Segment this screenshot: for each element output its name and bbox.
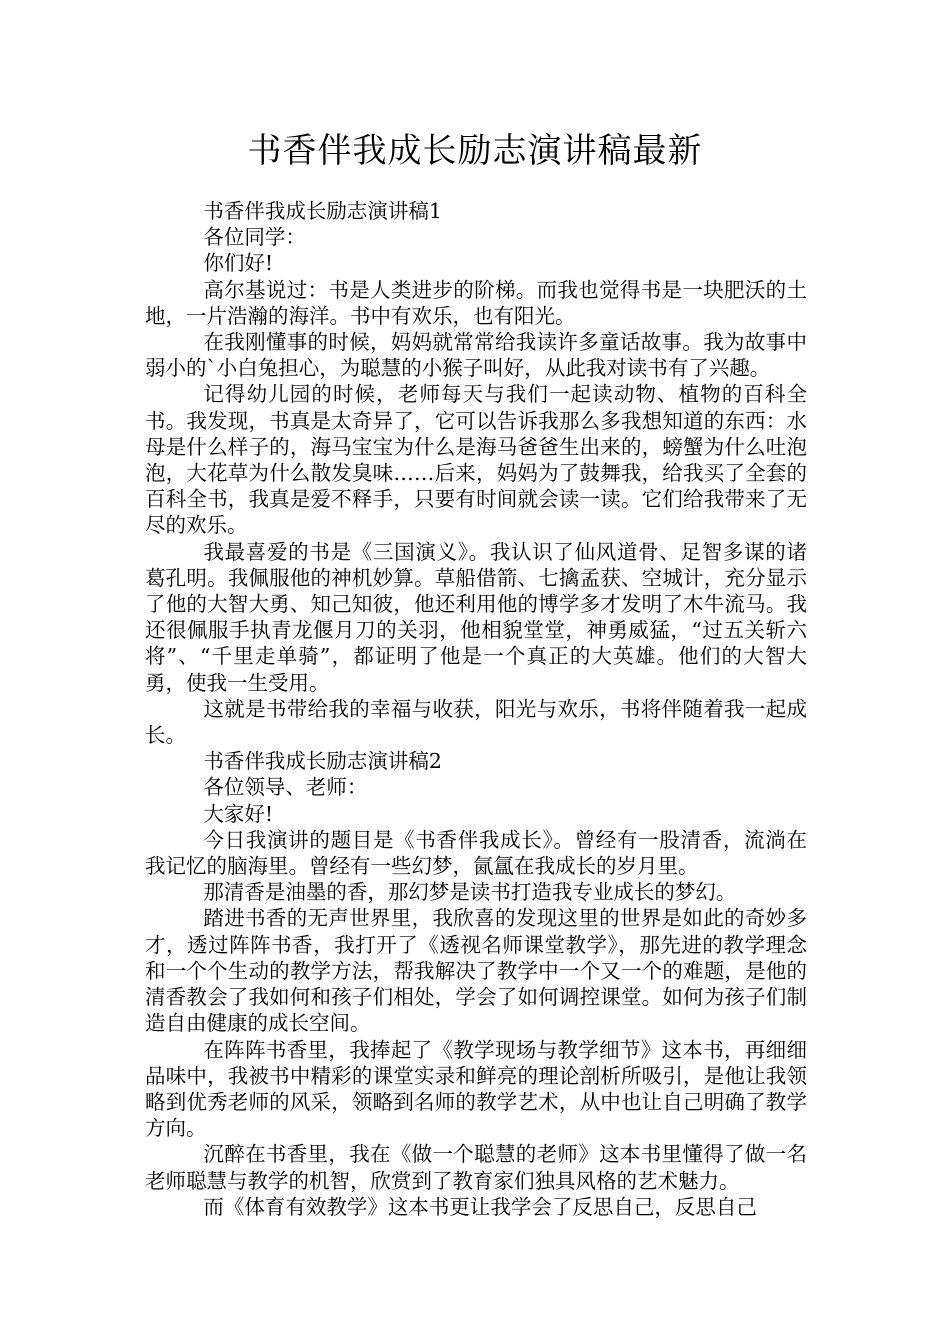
paragraph: 那清香是油墨的香，那幻梦是读书打造我专业成长的梦幻。 <box>203 880 737 905</box>
salutation: 各位领导、老师： <box>203 775 368 800</box>
paragraph: 而《体育有效教学》这本书更让我学会了反思自己，反思自己 <box>203 1194 757 1219</box>
paragraph: 记得幼儿园的时候，老师每天与我们一起读动物、植物的百科全书。我发现，书真是太奇异了，它可以告诉我那么多我想知道的东西：水母是什么样子的，海马宝宝为什么是海马爸爸生出来的，螃蟹为什么吐泡泡，大花草为什么散发臭味……后来，妈妈为了鼓舞我，给我买了全套的百科全书，我真是爱不释手，只要有时间就会读一读。它们给我带来了无尽的欢乐。 <box>145 382 807 538</box>
document-title: 书香伴我成长励志演讲稿最新 <box>247 131 703 171</box>
paragraph: 在我刚懂事的时候，妈妈就常常给我读许多童话故事。我为故事中弱小的`小白兔担心，为聪慧的小猴子叫好，从此我对读书有了兴趣。 <box>145 330 807 381</box>
paragraph: 沉醉在书香里，我在《做一个聪慧的老师》这本书里懂得了做一名老师聪慧与教学的机智，欣赏到了教育家们独具风格的艺术魅力。 <box>145 1142 807 1193</box>
salutation: 各位同学： <box>203 225 306 250</box>
greeting: 你们好! <box>203 251 274 276</box>
greeting: 大家好! <box>203 801 274 826</box>
paragraph: 我最喜爱的书是《三国演义》。我认识了仙风道骨、足智多谋的诸葛孔明。我佩服他的神机妙算。草船借箭、七擒孟获、空城计，充分显示了他的大智大勇、知己知彼，他还利用他的博学多才发明了木牛流马。我还很佩服手执青龙偃月刀的关羽，他相貌堂堂，神勇威猛，“过五关斩六将”、“千里走单骑”，都证明了他是一个真正的大英雄。他们的大智大勇，使我一生受用。 <box>145 539 807 695</box>
paragraph: 踏进书香的无声世界里，我欣喜的发现这里的世界是如此的奇妙多才，透过阵阵书香，我打开了《透视名师课堂教学》，那先进的教学理念和一个个生动的教学方法，帮我解决了教学中一个又一个的难题，是他的清香教会了我如何和孩子们相处，学会了如何调控课堂。如何为孩子们制造自由健康的成长空间。 <box>145 906 807 1036</box>
speech-2-heading: 书香伴我成长励志演讲稿2 <box>203 749 442 774</box>
paragraph: 在阵阵书香里，我捧起了《教学现场与教学细节》这本书，再细细品味中，我被书中精彩的课堂实录和鲜亮的理论剖析所吸引，是他让我领略到优秀老师的风采，领略到名师的教学艺术，从中也让自己明确了教学方向。 <box>145 1037 807 1141</box>
document-body <box>145 198 807 1220</box>
speech-1-heading: 书香伴我成长励志演讲稿1 <box>203 199 442 223</box>
paragraph: 高尔基说过：书是人类进步的阶梯。而我也觉得书是一块肥沃的土地，一片浩瀚的海洋。书中有欢乐，也有阳光。 <box>145 277 807 328</box>
paragraph: 这就是书带给我的幸福与收获，阳光与欢乐，书将伴随着我一起成长。 <box>145 696 807 748</box>
paragraph: 今日我演讲的题目是《书香伴我成长》。曾经有一股清香，流淌在我记忆的脑海里。曾经有一些幻梦，氤氲在我成长的岁月里。 <box>145 827 807 879</box>
